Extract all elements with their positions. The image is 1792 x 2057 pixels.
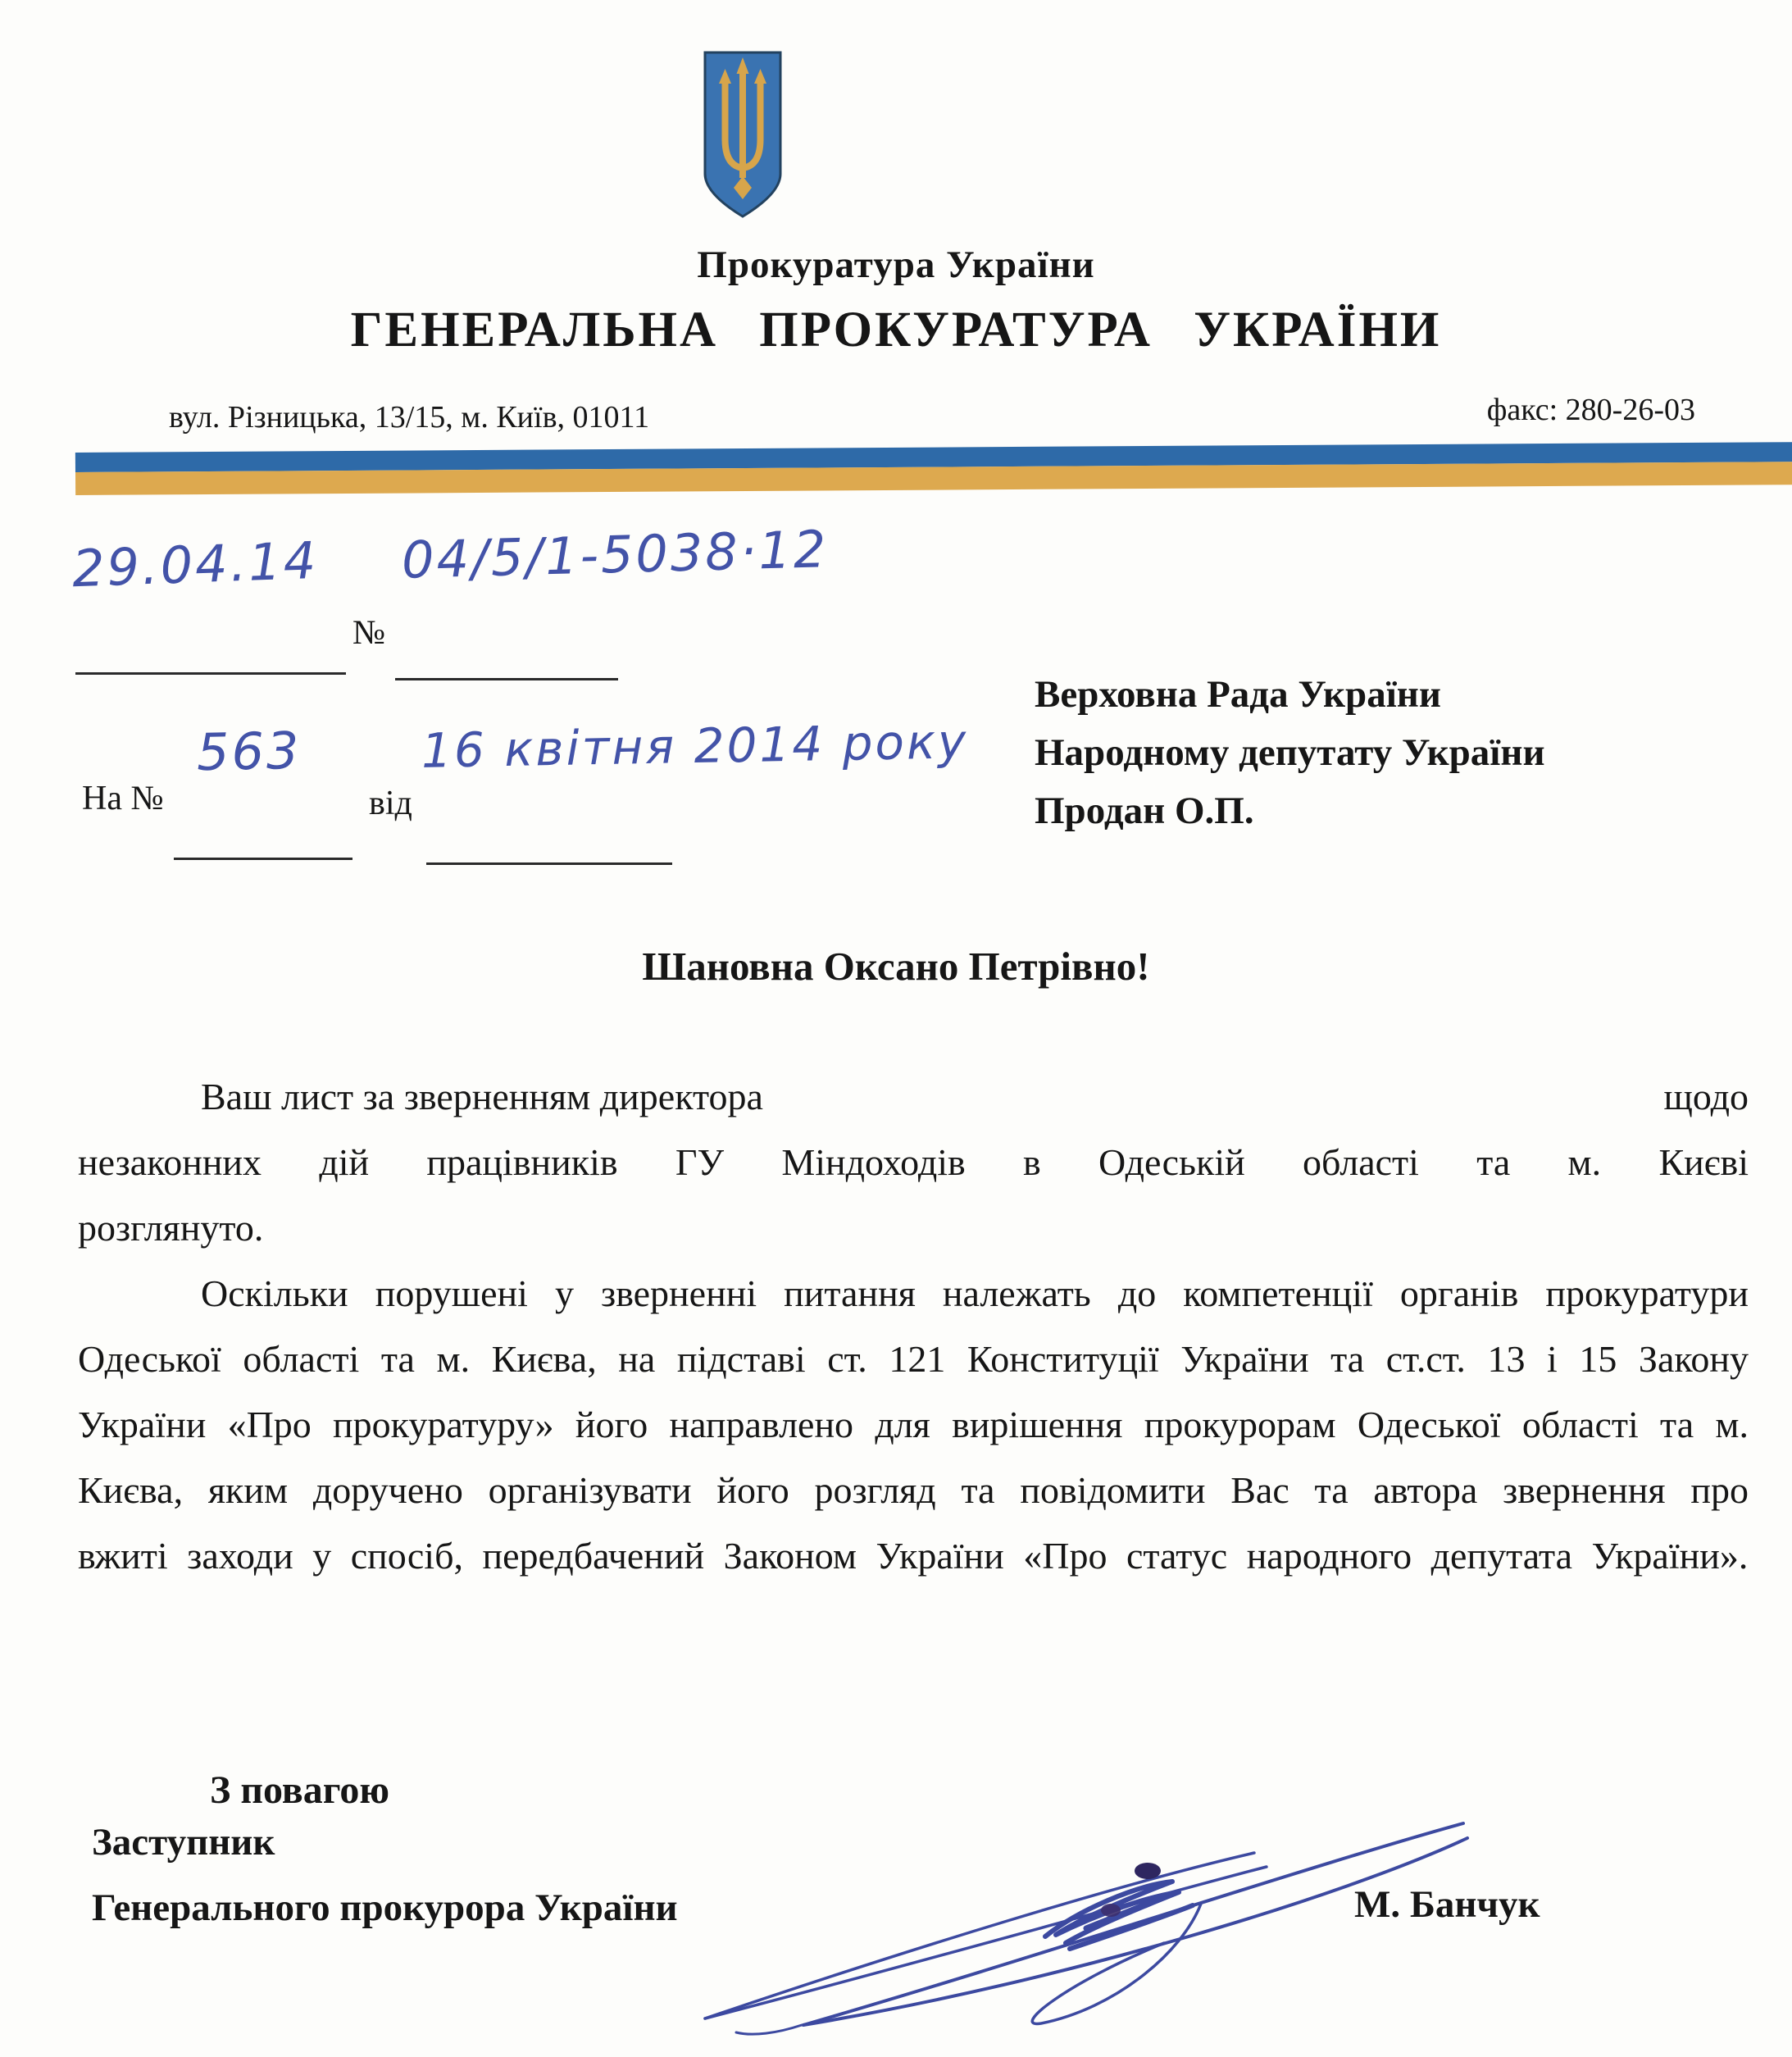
handwritten-incoming-number: 563 (196, 720, 302, 783)
blank-line-under-incoming-date (426, 862, 672, 865)
recipient-block (1035, 666, 1545, 840)
signer-name: М. Банчук (1354, 1883, 1540, 1926)
recipient-line-3: Продан О.П. (1035, 790, 1254, 832)
paragraph1-line1-left: Ваш лист за зверненням директора (201, 1076, 763, 1117)
handwritten-outgoing-date: 29.04.14 (70, 530, 320, 599)
paragraph1-line3: розглянуто. (78, 1207, 264, 1249)
salutation: Шановна Оксано Петрівно! (642, 944, 1150, 989)
closing-regards: З повагою (210, 1768, 389, 1812)
org-name-large: ГЕНЕРАЛЬНА ПРОКУРАТУРА УКРАЇНИ (350, 303, 1442, 357)
paragraph1-line2: незаконних дій працівників ГУ Міндоходів в Одеській області та м. Києві (78, 1141, 1749, 1183)
signer-title-line2: Генерального прокурора України (92, 1886, 678, 1929)
recipient-line-2: Народному депутату України (1035, 731, 1545, 774)
handwritten-outgoing-number: 04/5/1-5038·12 (401, 519, 830, 590)
fax-line: факс: 280-26-03 (1486, 393, 1695, 427)
body-paragraph-2: Оскільки порушені у зверненні питання належать до компетенції органів прокуратури Одеської області та м. Києва, на підставі ст. 121 Конституції України та ст.ст. 13 і 15 Закону України «Про прокуратуру» його направлено для вирішення прокурорам Одеської області та м. Києва, яким доручено організувати його розгляд та повідомити Вас та автора звернення про вжиті заходи у спосіб, передбачений Законом України «Про статус народного депутата України». (78, 1272, 1749, 1577)
from-label: від (369, 785, 412, 822)
blank-line-under-incoming-number (174, 858, 352, 860)
ukraine-trident-emblem-icon (702, 49, 784, 221)
signature-scribble (680, 1814, 1484, 2047)
flag-stripe (75, 442, 1792, 495)
recipient-line-1: Верховна Рада України (1035, 673, 1441, 716)
org-name-small: Прокуратура України (697, 243, 1095, 286)
paragraph1-line1 (78, 1064, 1749, 1130)
body-paragraph-1 (78, 1064, 1749, 1261)
handwritten-incoming-date: 16 квітня 2014 року (421, 713, 969, 779)
number-label: № (352, 614, 386, 652)
paragraph1-line1-right: щодо (1663, 1076, 1749, 1117)
blank-line-under-number (395, 678, 618, 680)
address-line: вул. Різницька, 13/15, м. Київ, 01011 (169, 400, 650, 435)
incoming-number-label: На № (82, 780, 164, 817)
blank-line-under-date (75, 672, 346, 675)
signer-title-line1: Заступник (92, 1821, 275, 1864)
